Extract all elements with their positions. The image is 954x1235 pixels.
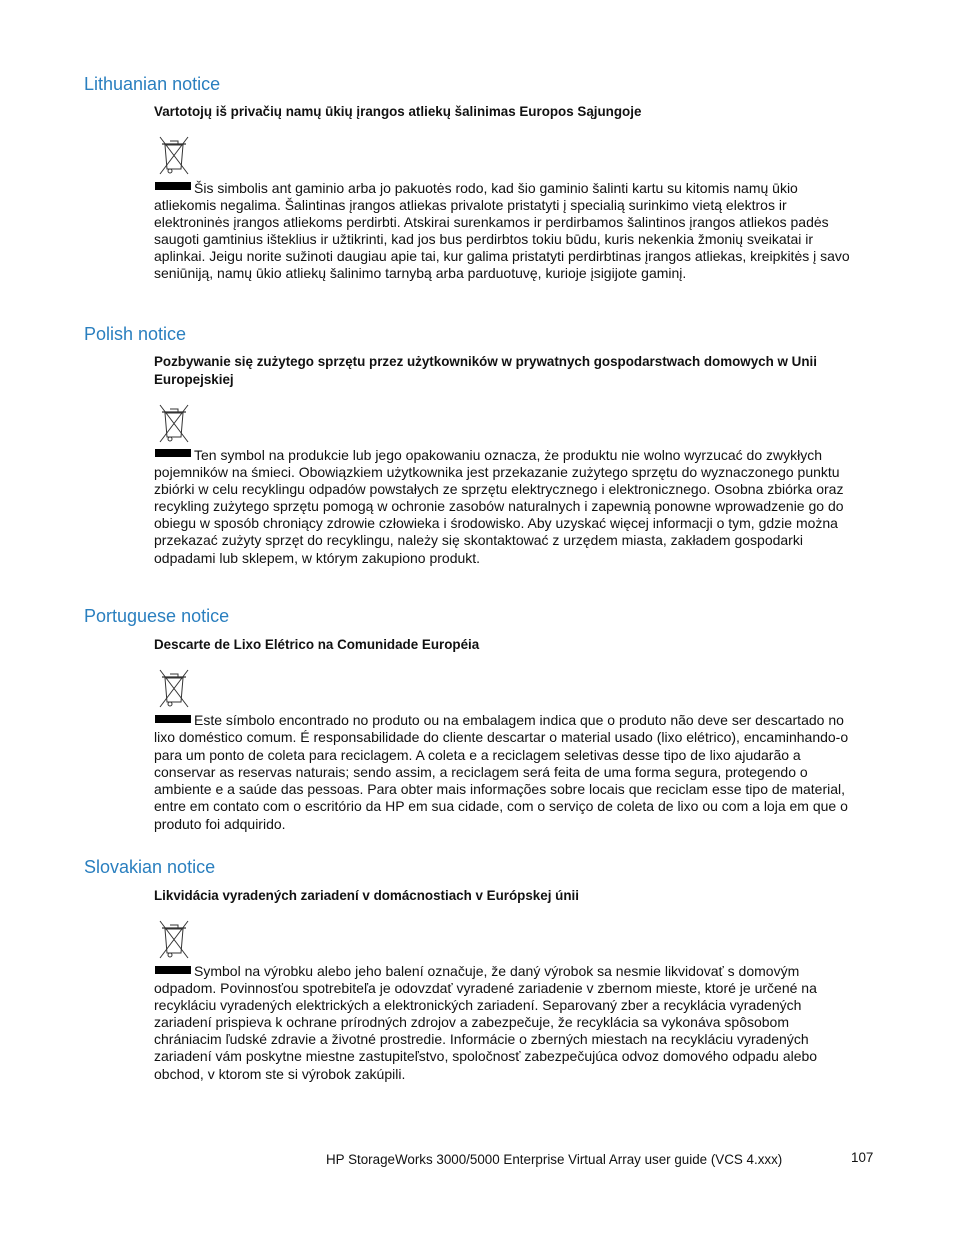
section-body: Symbol na výrobku alebo jeho balení označuje, že daný výrobok sa nesmie likvidovať s domovým odpadom. Povinnosťou spotrebiteľa je odovzdať vyradené zariadenie v zbernom mieste, ktoré je určené na recykláciu vyradených elektrických a elektronických zariadení. Separovaný zber a recyklácia vyradených zariadení prispieva k ochrane prírodných zdrojov a zabezpečuje, že recyklácia sa vykonáva spôsobom chrániacim ľudské zdravie a životné prostredie. Informácie o zberných miestach na recykláciu vyradených zariadení vám poskytne miestne zastupiteľstvo, spoločnosť zabezpečujúca odvoz domového odpadu alebo obchod, v ktorom ste si výrobok zakúpili. — [154, 963, 818, 1082]
section-body: Ten symbol na produkcie lub jego opakowaniu oznacza, że produktu nie wolno wyrzucać do zwykłych pojemników na śmieci. Obowiązkiem użytkownika jest przekazanie zużytego sprzętu do wyznaczonego punktu zbiórki w celu recyklingu odpadów powstałych ze sprzętu elektrycznego i elektronicznego. Osobna zbiórka oraz recykling zużytego sprzętu pomogą w ochronie zasobów naturalnych i zapewnią ponowne wprowadzenie go do obiegu w sposób chroniący zdrowie człowieka i środowisko. Aby uzyskać więcej informacji o tym, gdzie można przekazać zużyty sprzęt do recyklingu, należy się skontaktować z urzędem miasta, zakładem gospodarki odpadami lub sklepem, w którym zakupiono produkt. — [154, 447, 844, 566]
section-subheading: Descarte de Lixo Elétrico na Comunidade Européia — [154, 637, 480, 652]
crossed-out-wheeled-bin-icon — [157, 917, 191, 959]
crossed-out-wheeled-bin-icon — [157, 666, 191, 708]
crossed-out-wheeled-bin-icon — [157, 133, 191, 175]
section-subheading: Vartotojų iš privačių namų ūkių įrangos atliekų šalinimas Europos Sąjungoje — [154, 104, 642, 119]
page-number: 107 — [851, 1150, 874, 1165]
footer-document-title: HP StorageWorks 3000/5000 Enterprise Virtual Array user guide (VCS 4.xxx) — [326, 1152, 783, 1167]
section-subheading: Pozbywanie się zużytego sprzętu przez użytkowników w prywatnych gospodarstwach domowych w Unii Europejskiej — [154, 354, 817, 387]
section-body: Este símbolo encontrado no produto ou na embalagem indica que o produto não deve ser descartado no lixo doméstico comum. É responsabilidade do cliente descartar o material usado (lixo elétrico), encaminhando-o para um ponto de coleta para reciclagem. A coleta e a reciclagem seletivas desse tipo de lixo ajudarão a conservar as reservas naturais; sendo assim, a reciclagem será feita de uma forma segura, protegendo o ambiente e a saúde das pessoas. Para obter mais informações sobre locais que reciclam esse tipo de material, entre em contato com o escritório da HP em sua cidade, com o serviço de coleta de lixo ou com a loja em que o produto foi adquirido. — [154, 712, 849, 832]
crossed-out-wheeled-bin-icon — [157, 401, 191, 443]
section-body: Šis simbolis ant gaminio arba jo pakuotės rodo, kad šio gaminio šalinti kartu su kitomis namų ūkio atliekomis negalima. Šalintinas įrangos atliekas privalote pristatyti į specialią surinkimo vietą elektros ir elektroninės įrangos atliekoms perdirbti. Atskirai surenkamos ir perdirbamos šalintinos įrangos atliekos padės saugoti gamtinius išteklius ir užtikrinti, kad jos bus perdirbtos tokiu būdu, kuris nekenkia žmonių sveikatai ir aplinkai. Jeigu norite sužinoti daugiau apie tai, kur galima pristatyti perdirbtinas įrangos atliekas, kreipkitės į savo seniūniją, namų ūkio atliekų šalinimo tarnybą arba parduotuvę, kurioje įsigijote gaminį. — [154, 180, 850, 282]
section-heading: Portuguese notice — [84, 606, 230, 626]
section-heading: Lithuanian notice — [84, 74, 221, 94]
section-heading: Polish notice — [84, 324, 187, 344]
section-subheading: Likvidácia vyradených zariadení v domácnostiach v Európskej únii — [154, 888, 579, 903]
section-heading: Slovakian notice — [84, 857, 216, 877]
